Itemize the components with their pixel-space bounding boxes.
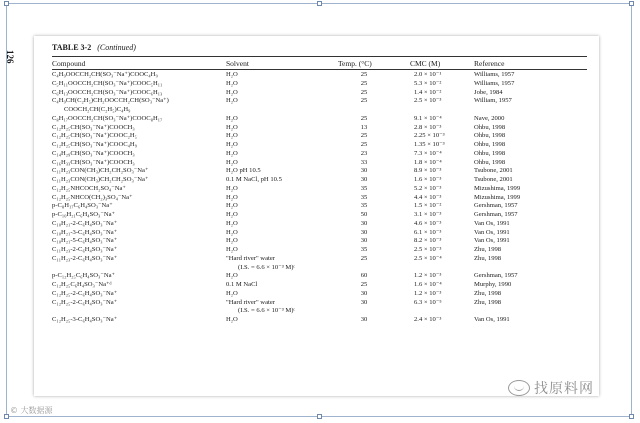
cmc-cell: 1.4 × 10⁻² [414, 88, 442, 96]
solvent-cell: 0.1 M NaCl, pH 10.5 [226, 176, 282, 183]
compound-cell: C₁₂H₂₅C₆H₄SO₃⁻Na⁺ᵈ [52, 281, 112, 288]
compound-cell: C₁₄H₂₉CH(SO₃⁻Na⁺)COOCH₃ [52, 149, 135, 157]
compound-cell [52, 97, 169, 115]
reference-cell: Mizushima, 1999 [474, 184, 521, 192]
reference-cell: Murphy, 1990 [474, 281, 512, 288]
temp-cell: 25 [360, 79, 368, 87]
temp-cell: 30 [360, 237, 368, 245]
table-row [34, 246, 599, 255]
cmc-cell: 1.6 × 10⁻³ [414, 176, 442, 183]
table-row [34, 237, 599, 246]
table-row [34, 150, 599, 159]
table-row [34, 229, 599, 238]
temp-cell: 25 [360, 132, 368, 140]
table-continued-label: (Continued) [97, 43, 136, 52]
compound-cell: C₁₆H₃₃CH(SO₃⁻Na⁺)COOCH₃ [52, 158, 135, 166]
temp-cell: 33 [360, 158, 368, 166]
compound-cell: C₁₁H₂₃CON(CH₃)CH₂CH₂SO₃⁻Na⁺ [52, 176, 149, 183]
resize-handle-bottom[interactable] [317, 414, 322, 419]
compound-cell: p-C₁₀H₂₁C₆H₄SO₃⁻Na⁺ [52, 211, 115, 218]
temp-cell: 35 [360, 246, 368, 253]
table-row [34, 159, 599, 168]
cmc-cell: 6.3 × 10⁻⁵ [414, 298, 442, 306]
reference-cell: Gershman, 1957 [474, 272, 518, 280]
table-row [34, 202, 599, 211]
compound-cell: p-C₈H₁₇C₆H₄SO₃⁻Na⁺ [52, 202, 113, 210]
solvent-cell: H₂O [226, 88, 238, 96]
table-header-rule [52, 69, 587, 70]
table-row [34, 115, 599, 124]
cmc-cell: 2.8 × 10⁻³ [414, 123, 442, 131]
solvent-cell: H₂O [226, 272, 238, 280]
compound-line-2: COOCH₂CH(C₂H₅)C₄H₉ [64, 106, 131, 113]
resize-handle-top-left[interactable] [4, 1, 9, 6]
temp-cell: 25 [360, 254, 368, 262]
cmc-cell: 4.4 × 10⁻³ [414, 193, 442, 201]
resize-handle-top[interactable] [317, 1, 322, 6]
cmc-cell: 1.2 × 10⁻³ [414, 272, 442, 280]
header-temp: Temp. (°C) [338, 59, 372, 68]
resize-handle-bottom-left[interactable] [4, 414, 9, 419]
temp-cell: 23 [360, 149, 368, 157]
solvent-cell: H₂O [226, 97, 238, 105]
reference-cell: Jobe, 1984 [474, 88, 503, 96]
wechat-logo-icon [508, 380, 530, 396]
table-row [34, 316, 599, 325]
table-row [34, 281, 599, 290]
solvent-cell: H₂O pH 10.5 [226, 167, 261, 175]
compound-line-1: C₄H₉CH(C₂H₅)CH₂OOCCH₂CH(SO₃⁻Na⁺) [52, 97, 169, 105]
temp-cell: 30 [360, 167, 368, 175]
reference-cell: Ohbu, 1998 [474, 149, 506, 157]
solvent-cell: H₂O [226, 158, 238, 166]
cmc-cell: 1.8 × 10⁻⁴ [414, 158, 442, 166]
cmc-cell: 6.1 × 10⁻³ [414, 228, 442, 236]
reference-cell: Van Os, 1991 [474, 237, 510, 245]
temp-cell: 30 [360, 228, 368, 236]
reference-cell: Zhu, 1998 [474, 289, 502, 297]
temp-cell: 30 [360, 219, 368, 227]
cmc-cell: 4.6 × 10⁻³ [414, 219, 442, 227]
temp-cell: 50 [360, 211, 368, 218]
temp-cell: 35 [360, 202, 368, 210]
cmc-cell: 5.3 × 10⁻² [414, 79, 442, 87]
temp-cell: 25 [360, 88, 368, 96]
header-cmc: CMC (M) [410, 59, 441, 68]
table-row [34, 299, 599, 317]
solvent-line-1: "Hard river" water [226, 298, 275, 306]
reference-cell: Van Os, 1991 [474, 219, 510, 227]
temp-cell: 25 [360, 114, 368, 122]
resize-handle-top-right[interactable] [629, 1, 634, 6]
compound-cell: C₁₀H₂₁-3-C₆H₄SO₃⁻Na⁺ [52, 228, 118, 236]
reference-cell: Ohbu, 1998 [474, 123, 506, 131]
temp-cell: 25 [360, 281, 368, 288]
cmc-cell: 3.1 × 10⁻³ [414, 211, 442, 218]
reference-cell: Tsubone, 2001 [474, 167, 513, 175]
cmc-cell: 1.5 × 10⁻² [414, 202, 442, 210]
compound-cell: C₁₂H₂₅CH(SO₃⁻Na⁺)COOC₂H₅ [52, 132, 137, 140]
solvent-cell: H₂O [226, 211, 238, 218]
table-row [34, 141, 599, 150]
table-row [34, 176, 599, 185]
header-reference: Reference [474, 59, 505, 68]
table-row [34, 272, 599, 281]
table-row [34, 194, 599, 203]
solvent-cell: H₂O [226, 114, 238, 122]
temp-cell: 35 [360, 193, 368, 201]
temp-cell: 25 [360, 97, 368, 105]
cmc-cell: 8.2 × 10⁻³ [414, 237, 442, 245]
reference-cell: Gershman, 1957 [474, 211, 518, 218]
compound-cell: C₁₂H₂₅-2-C₆H₄SO₃⁻Na⁺ [52, 298, 118, 306]
compound-cell: p-C₁₂H₂₅C₆H₄SO₃⁻Na⁺ [52, 272, 115, 280]
reference-cell: Zhu, 1998 [474, 298, 502, 306]
solvent-cell: 0.1 M NaCl [226, 281, 258, 288]
cmc-cell: 2.5 × 10⁻³ [414, 97, 442, 105]
cmc-cell: 8.9 × 10⁻³ [414, 167, 442, 175]
cmc-cell: 2.0 × 10⁻¹ [414, 71, 442, 78]
cmc-cell: 1.6 × 10⁻⁴ [414, 281, 442, 288]
solvent-cell: H₂O [226, 219, 238, 227]
table-caption [52, 43, 136, 52]
watermark-right [508, 378, 594, 398]
solvent-cell: H₂O [226, 228, 238, 236]
watermark-left: © 大数据源 [10, 406, 53, 415]
cmc-cell: 2.5 × 10⁻³ [414, 246, 442, 253]
reference-cell: Ohbu, 1998 [474, 132, 506, 140]
solvent-cell: H₂O [226, 71, 238, 78]
resize-handle-bottom-right[interactable] [629, 414, 634, 419]
reference-cell: Ohbu, 1998 [474, 141, 506, 148]
table-row [34, 185, 599, 194]
compound-cell: C₁₂H₂₅NHCO(CH₂)₃SO₄⁻Na⁺ [52, 193, 133, 201]
temp-cell: 30 [360, 316, 368, 323]
table-row [34, 290, 599, 299]
cmc-cell: 5.2 × 10⁻³ [414, 184, 442, 192]
temp-cell: 13 [360, 123, 368, 131]
cmc-cell: 2.5 × 10⁻⁴ [414, 254, 442, 262]
compound-cell: C₁₂H₂₅CH(SO₃⁻Na⁺)COOCH₃ [52, 123, 135, 131]
compound-cell: C₁₁H₂₃CON(CH₃)CH₂CH₂SO₃⁻Na⁺ [52, 167, 149, 175]
solvent-cell [226, 255, 295, 273]
solvent-cell [226, 299, 295, 317]
temp-cell: 30 [360, 176, 368, 183]
temp-cell: 30 [360, 289, 368, 297]
solvent-cell: H₂O [226, 246, 238, 253]
temp-cell: 35 [360, 184, 368, 192]
compound-cell: C₁₂H₂₅-2-C₆H₄SO₃⁻Na⁺ [52, 289, 118, 297]
compound-cell: C₁₀H₂₁-2-C₆H₄SO₃⁻Na⁺ [52, 219, 118, 227]
compound-cell: C₈H₁₇OOCCH₂CH(SO₃⁻Na⁺)COOC₈H₁₇ [52, 114, 163, 122]
book-page [5, 36, 599, 396]
reference-cell: Zhu, 1998 [474, 246, 502, 253]
cmc-cell: 2.25 × 10⁻³ [414, 132, 445, 140]
cmc-cell: 2.4 × 10⁻³ [414, 316, 442, 323]
temp-cell: 30 [360, 298, 368, 306]
reference-cell: Ohbu, 1998 [474, 158, 506, 166]
reference-cell: William, 1957 [474, 97, 512, 105]
compound-cell: C₁₁H₂₃-2-C₆H₄SO₃⁻Na⁺ [52, 254, 118, 262]
temp-cell: 25 [360, 141, 368, 148]
solvent-cell: H₂O [226, 79, 238, 87]
header-solvent: Solvent [226, 59, 249, 68]
cmc-cell: 7.3 × 10⁻⁴ [414, 149, 442, 157]
solvent-cell: H₂O [226, 193, 238, 201]
compound-cell: C₅H₁₁OOCCH₂CH(SO₃⁻Na⁺)COOC₅H₁₁ [52, 79, 163, 87]
solvent-line-2: (I.S. = 6.6 × 10⁻³ M)ᶜ [238, 263, 296, 271]
table-row [34, 71, 599, 80]
table-body [34, 71, 599, 325]
compound-cell: C₁₂H₂₅NHCOCH₂SO₄⁻Na⁺ [52, 184, 126, 192]
table-row [34, 80, 599, 89]
table-row [34, 167, 599, 176]
watermark-right-text: 找原料网 [534, 381, 594, 397]
table-top-rule [52, 56, 587, 57]
reference-cell: Williams, 1957 [474, 79, 515, 87]
solvent-line-2: (I.S. = 6.6 × 10⁻³ M)ᶜ [238, 307, 296, 315]
compound-cell: C₁₂H₂₅CH(SO₃⁻Na⁺)COOC₄H₉ [52, 141, 137, 148]
reference-cell: Gershman, 1957 [474, 202, 518, 210]
cmc-cell: 1.2 × 10⁻³ [414, 289, 442, 297]
reference-cell: Van Os, 1991 [474, 316, 510, 323]
solvent-cell: H₂O [226, 289, 238, 297]
reference-cell: Mizushima, 1999 [474, 193, 521, 201]
table-row [34, 132, 599, 141]
solvent-cell: H₂O [226, 132, 238, 140]
table-row [34, 97, 599, 115]
solvent-cell: H₂O [226, 123, 238, 131]
reference-cell: Tsubone, 2001 [474, 176, 513, 183]
table-row [34, 220, 599, 229]
reference-cell: Williams, 1957 [474, 71, 515, 78]
solvent-cell: H₂O [226, 237, 238, 245]
reference-cell: Zhu, 1998 [474, 254, 502, 262]
solvent-cell: H₂O [226, 202, 238, 210]
table-row [34, 124, 599, 133]
solvent-cell: H₂O [226, 184, 238, 192]
solvent-cell: H₂O [226, 141, 238, 148]
temp-cell: 60 [360, 272, 368, 280]
cmc-cell: 1.35 × 10⁻³ [414, 141, 445, 148]
compound-cell: C₄H₉OOCCH₂CH(SO₃⁻Na⁺)COOC₄H₉ [52, 71, 158, 78]
compound-cell: C₆H₁₃OOCCH₂CH(SO₃⁻Na⁺)COOC₆H₁₃ [52, 88, 163, 96]
compound-cell: C₁₂H₂₅-3-C₆H₄SO₃⁻Na⁺ [52, 316, 118, 323]
table-row [34, 89, 599, 98]
header-compound: Compound [52, 59, 86, 68]
cmc-cell: 9.1 × 10⁻⁴ [414, 114, 442, 122]
temp-cell: 25 [360, 71, 368, 78]
reference-cell: Van Os, 1991 [474, 228, 510, 236]
compound-cell: C₁₁H₂₃-2-C₆H₄SO₃⁻Na⁺ [52, 246, 118, 253]
table-number: TABLE 3-2 [52, 43, 92, 52]
compound-cell: C₁₀H₂₁-5-C₆H₄SO₃⁻Na⁺ [52, 237, 118, 245]
reference-cell: Nave, 2000 [474, 114, 505, 122]
page-number: 126 [5, 50, 15, 64]
table-row [34, 211, 599, 220]
solvent-cell: H₂O [226, 149, 238, 157]
solvent-line-1: "Hard river" water [226, 254, 275, 262]
table-row [34, 255, 599, 273]
solvent-cell: H₂O [226, 316, 238, 323]
